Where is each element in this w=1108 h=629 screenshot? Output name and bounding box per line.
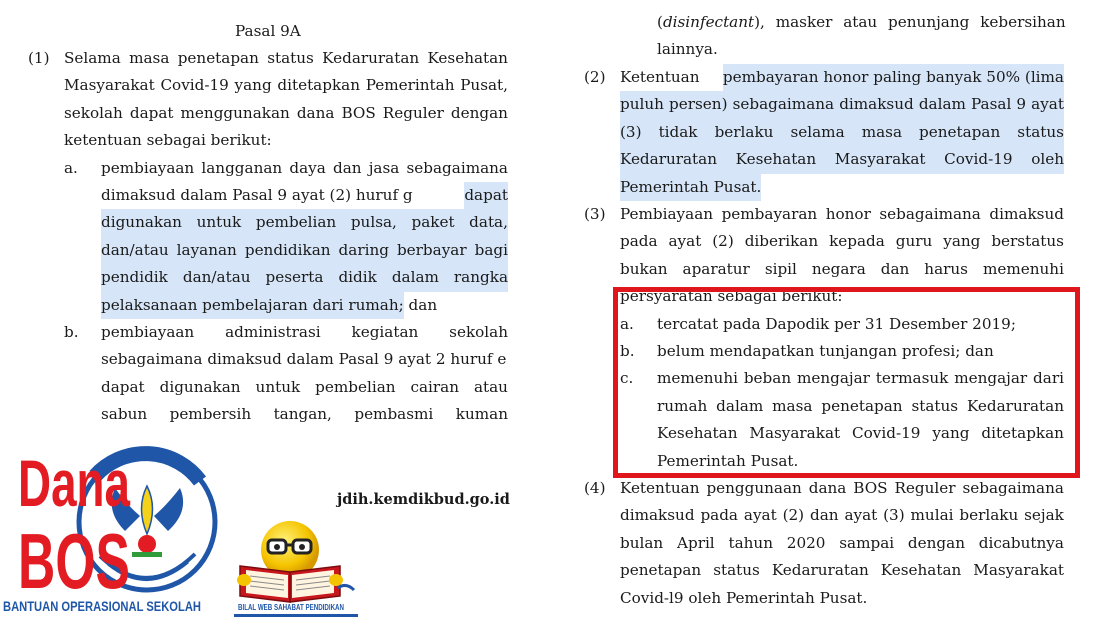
text-word: pada — [700, 506, 738, 525]
text-word: peserta — [265, 268, 324, 287]
text-word: dana — [296, 103, 335, 122]
text-word: 9 — [1016, 95, 1027, 114]
text-word: Masyarakat — [973, 561, 1064, 580]
text-word: dengan — [907, 533, 965, 552]
text-word: Kesehatan — [735, 150, 817, 169]
text-word: bukan — [620, 259, 668, 278]
text-word: masa — [129, 49, 170, 67]
text-word: pembelian — [315, 377, 396, 396]
subitem-letter: b. — [620, 342, 635, 360]
text-word: (2) — [712, 232, 734, 251]
text-word: rangka — [453, 268, 508, 287]
text-word: langganan — [201, 158, 283, 177]
text-word: rumah — [657, 396, 708, 415]
text-word: status — [1017, 122, 1064, 141]
text-word: digunakan — [159, 377, 241, 396]
text-word: dalam — [391, 268, 439, 287]
text-line — [101, 182, 508, 209]
text-word: tidak — [658, 122, 698, 141]
dana-bos-logo — [0, 436, 222, 616]
text-word: administrasi — [225, 323, 321, 341]
text-word: bulan — [620, 533, 664, 552]
text-word: ditetapkan — [981, 424, 1064, 443]
text-word: dan/atau — [101, 240, 169, 259]
text-line — [64, 45, 508, 72]
text-word: memenuhi — [982, 259, 1064, 278]
text-line — [101, 401, 508, 428]
text-word: ketentuan sebagai berikut: — [64, 131, 272, 150]
text-word: Kedaruratan — [322, 49, 420, 67]
text-word: masa — [861, 122, 902, 141]
text-word: Covid-19 — [944, 150, 1013, 169]
item-number: (4) — [584, 479, 606, 497]
text-word: untuk — [196, 213, 242, 232]
text-word: sebagaimana — [732, 95, 835, 114]
text-word: harus — [924, 259, 968, 278]
item-number: (1) — [28, 49, 50, 67]
text-word: Pemerintah Pusat. — [620, 174, 761, 201]
text-word: oleh — [1031, 150, 1064, 169]
mascot-logo — [234, 520, 358, 618]
text-word: Covid-19 — [852, 424, 921, 443]
text-line — [64, 127, 508, 154]
logo-tagline: BANTUAN OPERASIONAL SEKOLAH — [3, 598, 201, 614]
text-word: dimaksud dalam Pasal 9 ayat (2) huruf g — [101, 186, 418, 204]
text-word: persen) — [669, 95, 728, 114]
text-word: sebagaimana — [406, 158, 508, 177]
text-word: sebagaimana — [962, 479, 1064, 497]
text-word: selama — [790, 122, 845, 141]
text-word: digunakan — [101, 213, 182, 232]
text-word: ditetapkan — [277, 76, 360, 95]
text-word: status — [713, 561, 760, 580]
text-word: Pembiayaan — [620, 205, 714, 223]
text-line — [620, 91, 1064, 118]
text-word: pulsa, — [350, 213, 397, 232]
text-word: pembayaran honor paling banyak 50% (lima — [723, 64, 1064, 91]
text-word: cairan — [410, 377, 459, 396]
subitem-letter: c. — [620, 369, 634, 388]
text-word: persyaratan sebagai berikut: — [620, 287, 843, 306]
text-word: ayat — [1031, 95, 1064, 114]
text-word: ), masker atau penunjang kebersihan — [754, 13, 1066, 31]
text-word: daya — [289, 158, 326, 177]
text-word: sampai — [839, 533, 895, 552]
text-word: untuk — [255, 377, 301, 396]
text-word: status — [267, 49, 314, 67]
text-word: (2) — [782, 506, 805, 525]
text-word: ayat — [743, 506, 777, 525]
item-number: (2) — [584, 68, 606, 86]
text-line — [620, 475, 1064, 502]
text-word: penetapan — [177, 49, 259, 67]
text-word: BOS — [341, 103, 376, 122]
text-word: dimaksud — [620, 506, 695, 525]
dana-bos-logo-graphic — [0, 436, 222, 616]
site-label: jdih.kemdikbud.go.id — [337, 491, 510, 508]
text-line — [101, 155, 508, 182]
item-letter: b. — [64, 323, 79, 341]
text-word: Reguler — [894, 479, 956, 497]
text-word: kuman — [455, 405, 508, 424]
text-word: dicabutnya — [978, 533, 1064, 552]
text-word: dapat — [464, 182, 508, 209]
text-line — [101, 346, 508, 373]
text-word: kegiatan — [351, 323, 419, 341]
text-word: ayat — [844, 506, 878, 525]
text-word: Selama — [64, 49, 121, 67]
text-word: pembersih — [169, 405, 252, 424]
text-word: dan/atau — [182, 268, 251, 287]
text-word: dimaksud — [989, 205, 1064, 223]
text-word: sebagaimana — [879, 205, 981, 223]
text-word: dari — [1033, 369, 1064, 388]
subitem-letter: a. — [620, 314, 634, 333]
text-word: dalam — [716, 396, 764, 415]
text-word: yang — [234, 76, 272, 95]
text-word: dan — [403, 295, 438, 314]
text-word: daring — [338, 240, 389, 259]
text-word: Ketentuan — [620, 479, 700, 497]
text-word: Kedaruratan — [771, 561, 869, 580]
text-word: tercatat pada Dapodik per 31 Desember 2019; — [657, 314, 1016, 333]
text-word: dimaksud — [839, 95, 914, 114]
text-word: pendidikan — [244, 240, 331, 259]
text-word: berlaku — [714, 122, 774, 141]
text-line — [64, 100, 508, 127]
text-word: BOS — [853, 479, 888, 497]
text-word: menggunakan — [180, 103, 290, 122]
text-word: dapat — [101, 377, 145, 396]
text-word: Kesehatan — [427, 49, 508, 67]
text-word: lainnya. — [657, 40, 718, 59]
text-line — [620, 530, 1064, 557]
text-word: Masyarakat — [749, 424, 841, 443]
text-word: dengan — [450, 103, 508, 122]
text-word: yang — [943, 232, 981, 251]
text-word: status — [911, 396, 959, 415]
text-line — [620, 502, 1064, 529]
text-word: paket — [411, 213, 455, 232]
text-word: penetapan — [919, 122, 1001, 141]
text-word: pembayaran — [721, 205, 818, 223]
text-word: penetapan — [821, 396, 903, 415]
text-word: kepada — [829, 232, 885, 251]
text-word: dan — [809, 506, 839, 525]
text-word: honor — [825, 205, 871, 223]
text-word: sipil — [764, 259, 797, 278]
text-word: 2020 — [786, 533, 826, 552]
text-word: Pusat, — [460, 76, 508, 95]
text-word: pembelian — [255, 213, 337, 232]
logo-word-dana: Dana — [18, 446, 131, 520]
mascot-caption: BILAL WEB SAHABAT PENDIDIKAN — [238, 603, 345, 612]
text-word: berstatus — [991, 232, 1064, 251]
text-word: tangan, — [273, 405, 332, 424]
text-line — [620, 256, 1064, 283]
text-word: berlaku — [959, 506, 1019, 525]
text-word: memenuhi — [657, 369, 738, 388]
text-line — [101, 264, 508, 291]
text-word: beban — [743, 369, 792, 388]
reading-smiley-icon — [234, 520, 358, 618]
text-word: Pasal — [971, 95, 1012, 114]
text-word: dapat — [129, 103, 174, 122]
text-line — [101, 237, 508, 264]
text-word: sebagaimana dimaksud dalam Pasal 9 ayat 2 huruf e — [101, 350, 507, 369]
text-line — [620, 201, 1064, 228]
text-line — [620, 146, 1064, 173]
text-word: aparatur — [682, 259, 750, 278]
text-word: mengajar — [796, 369, 870, 388]
text-word: sekolah — [64, 103, 123, 122]
text-word: jasa — [368, 158, 400, 177]
text-word: tahun — [728, 533, 773, 552]
text-line — [101, 319, 508, 346]
text-word: pembasmi — [354, 405, 434, 424]
text-word: pelaksanaan pembelajaran dari rumah; — [101, 292, 404, 319]
text-word: yang — [932, 424, 970, 443]
text-word: Reguler — [382, 103, 444, 122]
text-word: mengajar — [954, 369, 1028, 388]
text-word: disinfectant — [662, 13, 755, 31]
text-word: layanan — [176, 240, 237, 259]
text-word: Kesehatan — [657, 424, 738, 443]
text-word: dan — [332, 158, 362, 177]
text-word: didik — [338, 268, 377, 287]
text-word: pada — [620, 232, 658, 251]
text-line — [620, 228, 1064, 255]
text-word: Kedaruratan — [620, 150, 717, 169]
text-word: Masyarakat — [834, 150, 926, 169]
item-letter: a. — [64, 158, 78, 177]
text-word: pembiayaan — [101, 323, 195, 341]
text-word: data, — [469, 213, 508, 232]
text-line — [620, 585, 1064, 612]
text-word: Covid-19 — [160, 76, 229, 95]
text-line — [620, 119, 1064, 146]
text-word: mulai — [910, 506, 954, 525]
text-word: belum mendapatkan tunjangan profesi; dan — [657, 342, 994, 360]
text-word: masa — [772, 396, 813, 415]
text-word: (3) — [883, 506, 905, 525]
text-word: Pemerintah Pusat. — [657, 451, 799, 470]
text-word: penetapan — [620, 561, 702, 580]
text-word: dan — [880, 259, 910, 278]
text-word: berbayar — [396, 240, 467, 259]
text-word: pendidik — [101, 268, 168, 287]
text-word: Pemerintah — [365, 76, 455, 95]
text-word: Ketentuan — [620, 68, 705, 86]
text-line — [620, 557, 1064, 584]
red-highlight-box — [613, 287, 1080, 478]
text-word: Covid-l9 oleh Pemerintah Pusat. — [620, 588, 868, 607]
text-line — [657, 9, 1066, 36]
text-word: dalam — [918, 95, 966, 114]
text-word: (3) — [620, 122, 642, 141]
text-word: termasuk — [875, 369, 949, 388]
text-line — [657, 36, 1063, 63]
text-line — [620, 174, 1064, 201]
text-word: atau — [473, 377, 508, 396]
text-word: Kesehatan — [880, 561, 962, 580]
text-line — [64, 72, 508, 99]
item-number: (3) — [584, 205, 606, 223]
text-word: bagi — [474, 240, 508, 259]
article-title: Pasal 9A — [235, 22, 301, 40]
text-word: penggunaan — [706, 479, 802, 497]
text-word: pembiayaan — [101, 158, 195, 177]
text-word: diberikan — [744, 232, 819, 251]
text-word: sabun — [101, 405, 148, 424]
text-word: Masyarakat — [64, 76, 155, 95]
text-word: ayat — [668, 232, 702, 251]
text-word: sejak — [1024, 506, 1064, 525]
text-word: guru — [895, 232, 933, 251]
text-word: puluh — [620, 95, 664, 114]
logo-word-bos: BOS — [18, 517, 130, 605]
text-word: ( — [657, 13, 663, 31]
text-word: negara — [811, 259, 866, 278]
text-line — [101, 292, 508, 319]
text-line — [620, 64, 1064, 91]
text-word: dana — [808, 479, 847, 497]
text-word: Kedaruratan — [966, 396, 1064, 415]
text-line — [101, 209, 508, 236]
text-line — [101, 374, 508, 401]
text-word: sekolah — [449, 323, 508, 341]
text-word: April — [677, 533, 715, 552]
